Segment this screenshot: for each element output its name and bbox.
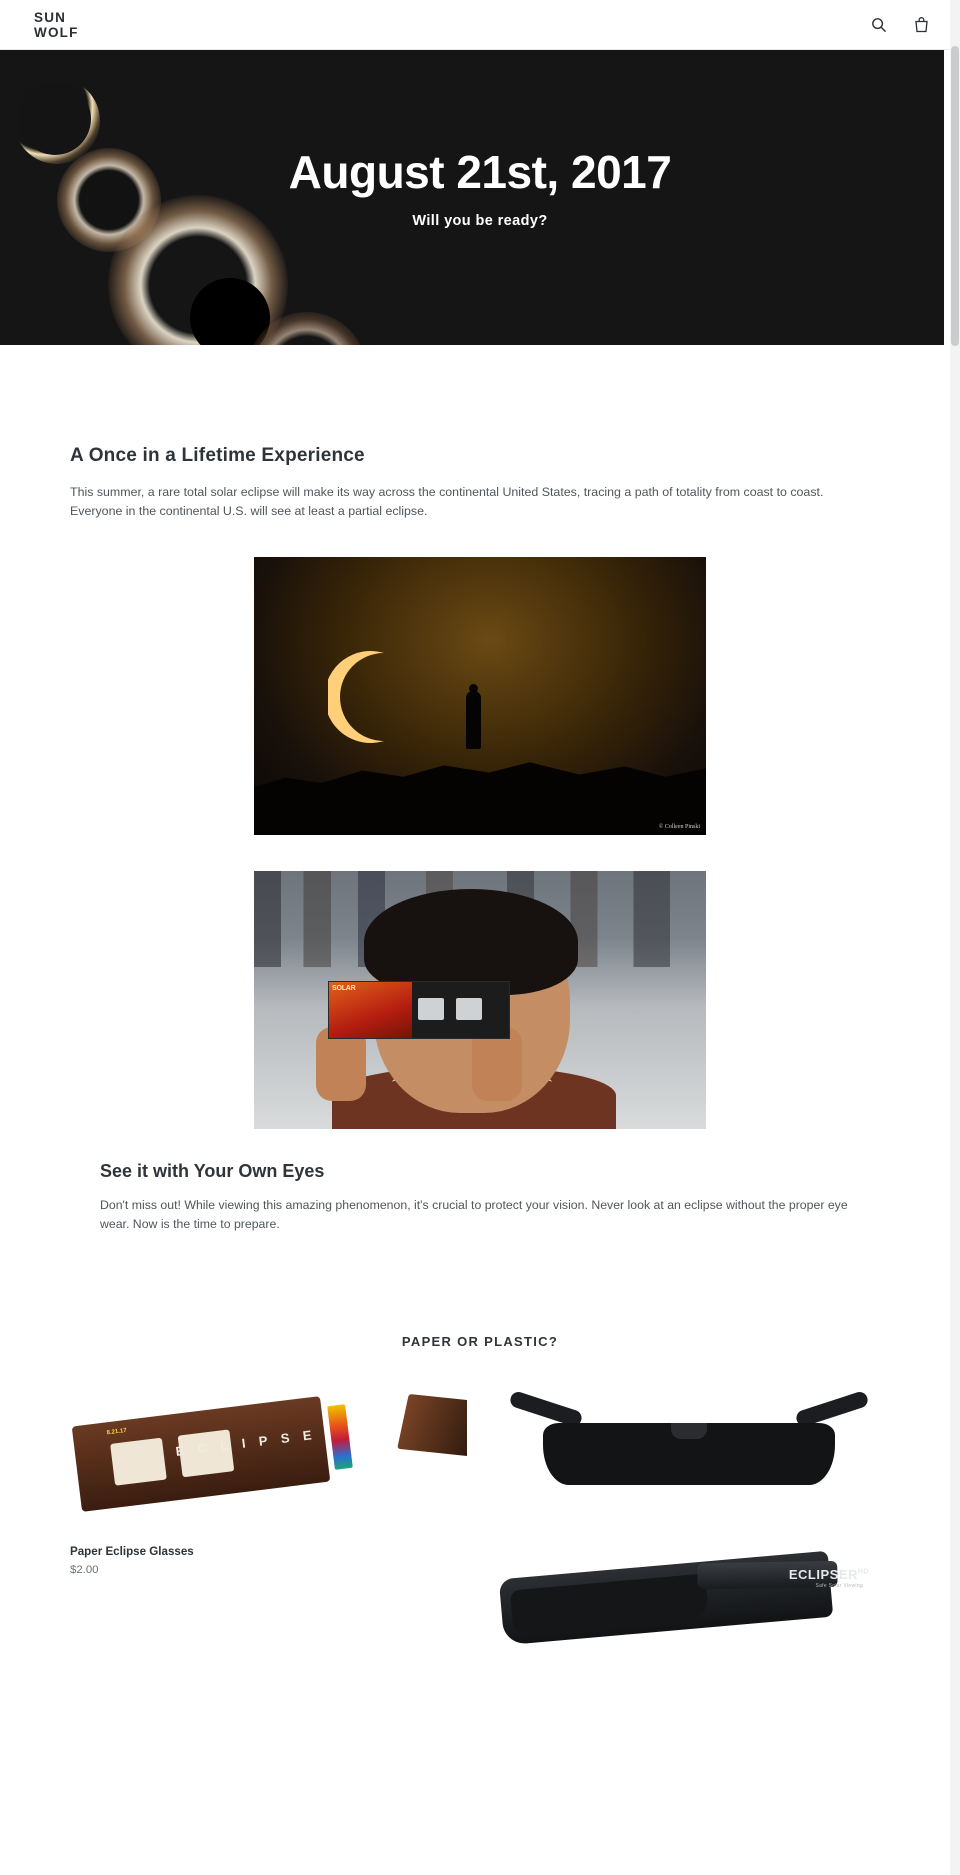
logo-line-2: WOLF xyxy=(34,24,79,40)
sunglasses-body xyxy=(499,1551,833,1646)
paper-glasses-brand-text: E C L I P S E xyxy=(174,1426,318,1460)
paper-glasses-frame xyxy=(72,1396,331,1512)
paper-glasses-rainbow-stripe xyxy=(327,1404,353,1470)
section-experience xyxy=(0,345,960,521)
sunglasses-brand-subtitle: Safe Solar Viewing xyxy=(815,1583,863,1589)
product-image-plastic-glasses-side[interactable] xyxy=(493,1537,890,1687)
boy-hair xyxy=(364,889,578,995)
product-title[interactable]: Paper Eclipse Glasses xyxy=(70,1545,194,1558)
section-body-see-it: Don't miss out! While viewing this amazing phenomenon, it's crucial to protect your vision. Never look at an eclipse without the proper eye wear. Now is the time to prepare. xyxy=(100,1198,848,1231)
paper-glasses-date: 8.21.17 xyxy=(106,1427,128,1437)
figure-boy-with-glasses xyxy=(254,871,706,1129)
sunglasses-brand-sup: HD xyxy=(857,1568,869,1576)
figure-eclipse-photo xyxy=(254,557,706,835)
hero-subtitle: Will you be ready? xyxy=(412,213,548,229)
section-body-experience: This summer, a rare total solar eclipse will make its way across the continental United States, tracing a path of totality from coast to coast. Everyone in the continental U.S. will see at least a partial eclipse. xyxy=(70,485,824,518)
hero-title: August 21st, 2017 xyxy=(288,146,672,198)
glasses-label: SOLAR xyxy=(329,982,412,1038)
sunglasses-brand-text: ECLIPSER xyxy=(788,1567,858,1582)
logo-line-1: SUN xyxy=(34,9,67,25)
section-see-it xyxy=(0,1129,960,1234)
collection-heading: PAPER OR PLASTIC? xyxy=(401,1334,559,1349)
product-image-paper-glasses[interactable] xyxy=(70,1381,467,1531)
shopping-bag-icon[interactable] xyxy=(911,15,931,35)
paper-glasses-arm xyxy=(397,1394,467,1460)
search-icon[interactable] xyxy=(869,15,889,35)
section-title-see-it: See it with Your Own Eyes xyxy=(100,1161,325,1181)
product-grid xyxy=(0,1381,960,1687)
photo-credit: © Colleen Pinski xyxy=(658,824,700,830)
crescent-small-icon xyxy=(328,649,400,745)
site-header xyxy=(0,0,960,50)
person-silhouette xyxy=(466,691,481,749)
hero-text-block xyxy=(0,50,960,345)
product-card-plastic-glasses[interactable] xyxy=(493,1381,890,1687)
product-image-plastic-glasses-front[interactable] xyxy=(493,1381,890,1531)
product-card-paper-glasses[interactable] xyxy=(70,1381,467,1687)
section-title-experience: A Once in a Lifetime Experience xyxy=(70,445,365,466)
plastic-sunglasses-front xyxy=(509,1397,869,1507)
paper-glasses-lens-left xyxy=(110,1438,167,1486)
product-price: $2.00 xyxy=(70,1564,99,1576)
sunglasses-lens-wrap xyxy=(543,1423,835,1485)
sunglasses-side-lens xyxy=(510,1574,709,1635)
sunglasses-brand xyxy=(789,1567,869,1582)
hero-banner xyxy=(0,50,960,345)
eclipse-glasses-held xyxy=(328,981,510,1039)
site-logo[interactable] xyxy=(34,10,79,40)
page-content xyxy=(0,345,960,1727)
header-actions xyxy=(869,15,931,35)
plastic-sunglasses-side xyxy=(493,1537,890,1687)
glasses-lenses xyxy=(412,982,509,1038)
crescent-large-icon xyxy=(550,581,682,767)
